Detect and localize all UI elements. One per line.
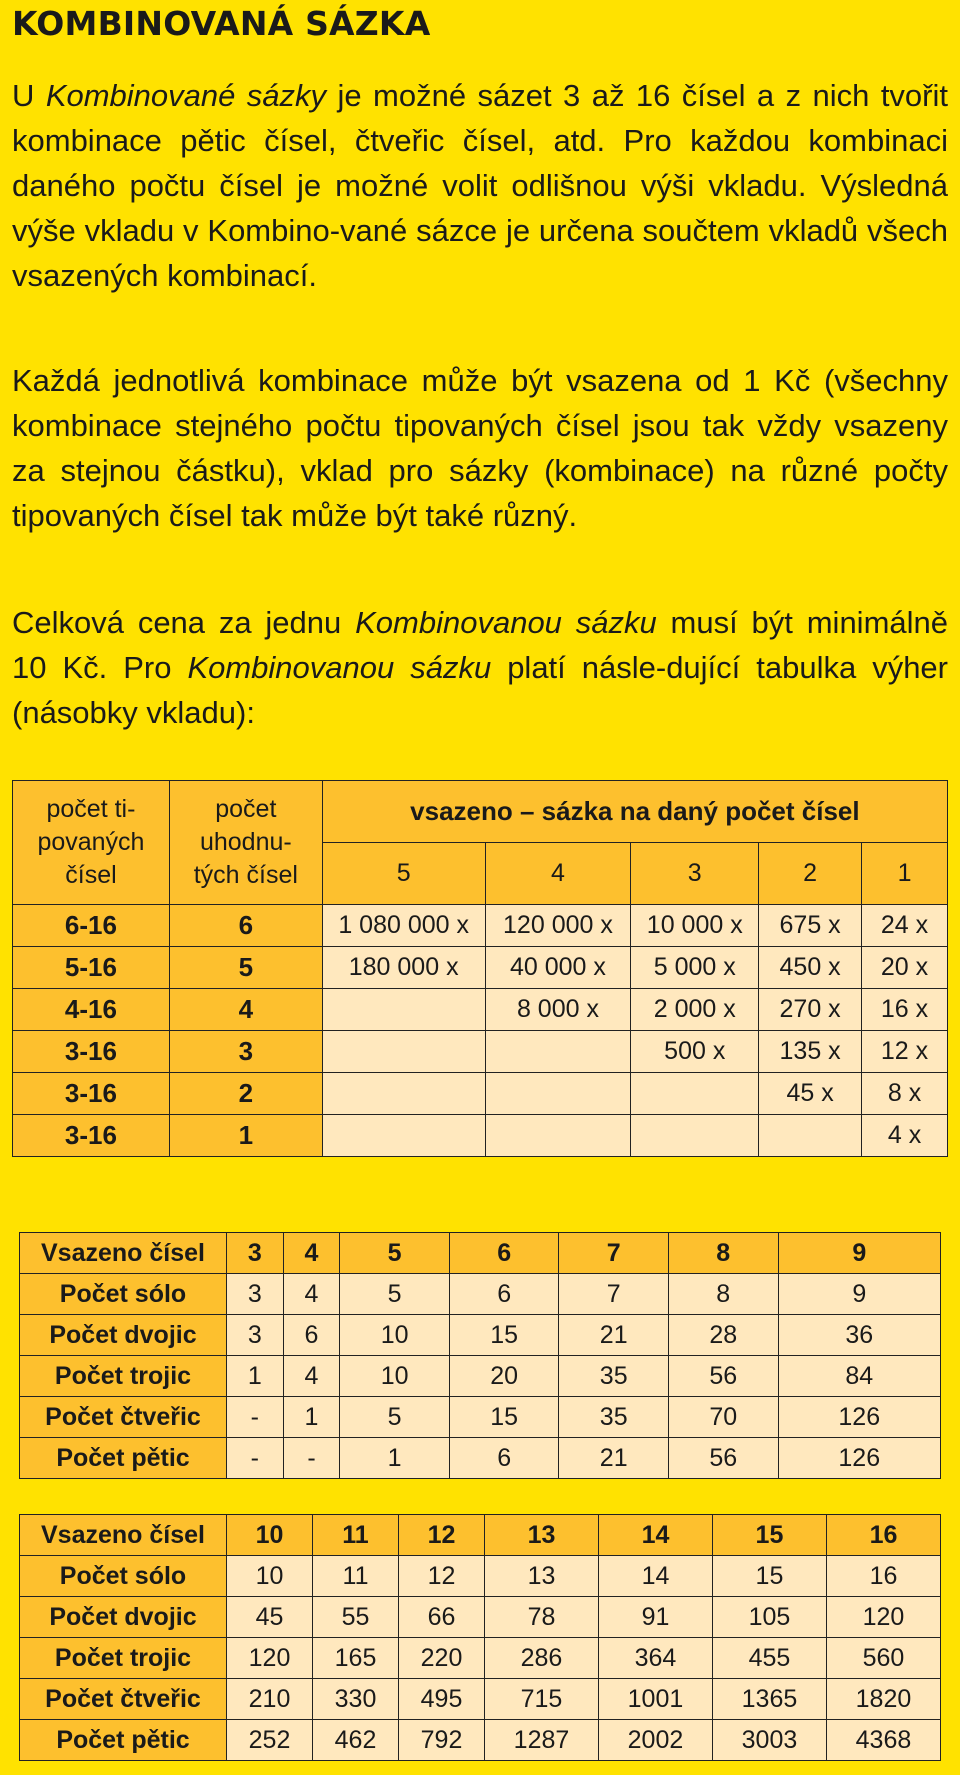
payout-row [13, 1073, 948, 1115]
payout-value-cell [322, 1115, 485, 1157]
combination-value-cell: 105 [712, 1597, 826, 1638]
payout-value-cell [485, 1115, 631, 1157]
tip-count-cell: 3-16 [13, 1031, 170, 1073]
payout-row [13, 947, 948, 989]
payout-value-cell: 12 x [862, 1031, 948, 1073]
hit-count-cell: 1 [169, 1115, 322, 1157]
price-paragraph [12, 600, 948, 735]
combination-value-cell: 252 [227, 1720, 313, 1761]
payout-value-cell: 675 x [759, 905, 862, 947]
hit-count-cell: 5 [169, 947, 322, 989]
combination-header-value: 6 [449, 1233, 559, 1274]
payout-value-cell: 20 x [862, 947, 948, 989]
combination-value-cell: 3003 [712, 1720, 826, 1761]
combination-value-cell: 15 [449, 1315, 559, 1356]
payout-row [13, 905, 948, 947]
combination-value-cell: - [283, 1438, 340, 1479]
combination-row-label: Počet čtveřic [20, 1397, 227, 1438]
p3-italic-term-1: Kombinovanou sázku [355, 605, 657, 640]
combination-value-cell: 78 [485, 1597, 599, 1638]
payout-row [13, 1031, 948, 1073]
combination-value-cell: 120 [227, 1638, 313, 1679]
combination-value-cell: 15 [449, 1397, 559, 1438]
combination-value-cell: 1001 [598, 1679, 712, 1720]
hit-count-cell: 6 [169, 905, 322, 947]
payout-value-cell: 45 x [759, 1073, 862, 1115]
combination-value-cell: 1365 [712, 1679, 826, 1720]
combination-row [20, 1356, 941, 1397]
combination-value-cell: 364 [598, 1638, 712, 1679]
payout-table [12, 780, 948, 1157]
header-bet-size: 4 [485, 843, 631, 905]
combination-row [20, 1315, 941, 1356]
combination-value-cell: 462 [313, 1720, 399, 1761]
combination-row-label: Počet čtveřic [20, 1679, 227, 1720]
combination-value-cell: 126 [778, 1397, 940, 1438]
payout-value-cell: 24 x [862, 905, 948, 947]
combination-value-cell: - [227, 1438, 284, 1479]
payout-value-cell: 135 x [759, 1031, 862, 1073]
combination-value-cell: 1287 [485, 1720, 599, 1761]
payout-value-cell: 8 000 x [485, 989, 631, 1031]
payout-value-cell [322, 1031, 485, 1073]
combination-value-cell: 1 [283, 1397, 340, 1438]
combination-value-cell: 4 [283, 1274, 340, 1315]
combination-header-value: 11 [313, 1515, 399, 1556]
combination-value-cell: 10 [340, 1315, 450, 1356]
combination-value-cell: 56 [668, 1438, 778, 1479]
hit-count-cell: 4 [169, 989, 322, 1031]
header-bet-size: 5 [322, 843, 485, 905]
header-bet-size: 2 [759, 843, 862, 905]
payout-value-cell [631, 1115, 759, 1157]
combination-value-cell: 5 [340, 1397, 450, 1438]
tip-count-cell: 4-16 [13, 989, 170, 1031]
combination-header-value: 16 [826, 1515, 940, 1556]
combination-row [20, 1556, 941, 1597]
combination-value-cell: 28 [668, 1315, 778, 1356]
combination-header-value: 7 [559, 1233, 669, 1274]
payout-row [13, 1115, 948, 1157]
combination-value-cell: 715 [485, 1679, 599, 1720]
combination-row [20, 1679, 941, 1720]
combination-row [20, 1274, 941, 1315]
header-bet: vsazeno – sázka na daný počet čísel [322, 781, 947, 843]
page-title: KOMBINOVANÁ SÁZKA [12, 4, 431, 43]
combination-header-value: 13 [485, 1515, 599, 1556]
combination-row-label: Počet sólo [20, 1274, 227, 1315]
combination-row [20, 1597, 941, 1638]
combination-value-cell: 14 [598, 1556, 712, 1597]
header-hit-count: počet uhodnu- tých čísel [169, 781, 322, 905]
combination-value-cell: 126 [778, 1438, 940, 1479]
p3-text-a: Celková cena za jednu [12, 605, 356, 640]
payout-value-cell: 270 x [759, 989, 862, 1031]
combination-value-cell: 560 [826, 1638, 940, 1679]
p1-text-a: U [12, 78, 46, 113]
combination-value-cell: 16 [826, 1556, 940, 1597]
stake-paragraph: Každá jednotlivá kombinace může být vsazena od 1 Kč (všechny kombinace stejného počtu tipovaných čísel jsou tak vždy vsazeny za stejnou částku), vklad pro sázky (kombinace) na různé počty tipovaných čísel tak může být také různý. [12, 363, 948, 533]
p3-italic-term-2: Kombinovanou sázku [187, 650, 492, 685]
tip-count-cell: 5-16 [13, 947, 170, 989]
payout-value-cell: 180 000 x [322, 947, 485, 989]
payout-value-cell [322, 1073, 485, 1115]
combination-row-label: Počet dvojic [20, 1315, 227, 1356]
payout-value-cell [485, 1073, 631, 1115]
tip-count-cell: 6-16 [13, 905, 170, 947]
combination-row-label: Počet pětic [20, 1720, 227, 1761]
combination-row-label: Počet trojic [20, 1638, 227, 1679]
combination-value-cell: 21 [559, 1438, 669, 1479]
header-bet-size: 3 [631, 843, 759, 905]
combination-table-3-9 [19, 1232, 941, 1479]
combination-value-cell: 9 [778, 1274, 940, 1315]
combination-value-cell: 495 [399, 1679, 485, 1720]
combination-row-label: Počet sólo [20, 1556, 227, 1597]
tip-count-cell: 3-16 [13, 1073, 170, 1115]
combination-value-cell: 4368 [826, 1720, 940, 1761]
combination-row [20, 1638, 941, 1679]
combination-value-cell: 20 [449, 1356, 559, 1397]
combination-value-cell: 330 [313, 1679, 399, 1720]
combination-row [20, 1720, 941, 1761]
combination-header-value: 9 [778, 1233, 940, 1274]
payout-value-cell: 16 x [862, 989, 948, 1031]
combination-value-cell: 45 [227, 1597, 313, 1638]
combination-header-value: 4 [283, 1233, 340, 1274]
combination-value-cell: 1 [227, 1356, 284, 1397]
payout-value-cell [485, 1031, 631, 1073]
combination-value-cell: 91 [598, 1597, 712, 1638]
combination-value-cell: 2002 [598, 1720, 712, 1761]
combination-value-cell: - [227, 1397, 284, 1438]
combination-value-cell: 3 [227, 1274, 284, 1315]
combination-header-value: 15 [712, 1515, 826, 1556]
combination-value-cell: 210 [227, 1679, 313, 1720]
payout-value-cell: 10 000 x [631, 905, 759, 947]
combination-value-cell: 35 [559, 1397, 669, 1438]
payout-value-cell: 40 000 x [485, 947, 631, 989]
combination-header-value: 14 [598, 1515, 712, 1556]
combination-value-cell: 35 [559, 1356, 669, 1397]
combination-value-cell: 11 [313, 1556, 399, 1597]
hit-count-cell: 3 [169, 1031, 322, 1073]
header-tip-count: počet ti- povaných čísel [13, 781, 170, 905]
combination-header-value: 8 [668, 1233, 778, 1274]
combination-value-cell: 286 [485, 1638, 599, 1679]
combination-value-cell: 4 [283, 1356, 340, 1397]
combination-value-cell: 6 [449, 1274, 559, 1315]
payout-value-cell: 2 000 x [631, 989, 759, 1031]
combination-row-label: Počet trojic [20, 1356, 227, 1397]
payout-value-cell: 500 x [631, 1031, 759, 1073]
payout-value-cell: 4 x [862, 1115, 948, 1157]
combination-value-cell: 6 [283, 1315, 340, 1356]
combination-value-cell: 120 [826, 1597, 940, 1638]
combination-header-value: 12 [399, 1515, 485, 1556]
p1-text-c: je možné sázet 3 až 16 čísel a z nich tvořit kombinace pětic čísel, čtveřic čísel, atd. Pro každou kombinaci daného počtu čísel je možné volit odlišnou výši vkladu. Výsledná výše vkladu v Kombino-vané sázce je určena součtem vkladů všech vsazených kombinací. [12, 78, 948, 293]
combination-table-10-16 [19, 1514, 941, 1761]
combination-row-label: Počet dvojic [20, 1597, 227, 1638]
combination-row [20, 1438, 941, 1479]
combination-header-value: 3 [227, 1233, 284, 1274]
payout-value-cell [631, 1073, 759, 1115]
p1-italic-term: Kombinované sázky [45, 78, 327, 113]
p3-text-c: musí být minimálně 10 Kč. Pro [12, 605, 949, 685]
tip-count-cell: 3-16 [13, 1115, 170, 1157]
combination-value-cell: 1 [340, 1438, 450, 1479]
combination-value-cell: 3 [227, 1315, 284, 1356]
combination-value-cell: 6 [449, 1438, 559, 1479]
combination-value-cell: 792 [399, 1720, 485, 1761]
p3-text-e: platí násle-dující tabulka výher (násobky vkladu): [12, 650, 948, 730]
combination-header-value: 5 [340, 1233, 450, 1274]
combination-header-value: 10 [227, 1515, 313, 1556]
combination-value-cell: 21 [559, 1315, 669, 1356]
payout-value-cell: 120 000 x [485, 905, 631, 947]
combination-value-cell: 1820 [826, 1679, 940, 1720]
intro-paragraph [12, 73, 948, 298]
combination-value-cell: 84 [778, 1356, 940, 1397]
payout-value-cell [322, 989, 485, 1031]
combination-value-cell: 66 [399, 1597, 485, 1638]
combination-header-label: Vsazeno čísel [20, 1233, 227, 1274]
combination-value-cell: 10 [227, 1556, 313, 1597]
payout-value-cell: 450 x [759, 947, 862, 989]
combination-header-row [20, 1515, 941, 1556]
combination-value-cell: 36 [778, 1315, 940, 1356]
combination-value-cell: 8 [668, 1274, 778, 1315]
combination-header-label: Vsazeno čísel [20, 1515, 227, 1556]
combination-row [20, 1397, 941, 1438]
combination-value-cell: 5 [340, 1274, 450, 1315]
combination-header-row [20, 1233, 941, 1274]
combination-value-cell: 56 [668, 1356, 778, 1397]
combination-value-cell: 10 [340, 1356, 450, 1397]
combination-value-cell: 12 [399, 1556, 485, 1597]
combination-value-cell: 455 [712, 1638, 826, 1679]
combination-value-cell: 70 [668, 1397, 778, 1438]
combination-value-cell: 55 [313, 1597, 399, 1638]
combination-value-cell: 7 [559, 1274, 669, 1315]
hit-count-cell: 2 [169, 1073, 322, 1115]
payout-row [13, 989, 948, 1031]
payout-value-cell [759, 1115, 862, 1157]
payout-value-cell: 1 080 000 x [322, 905, 485, 947]
combination-value-cell: 220 [399, 1638, 485, 1679]
combination-value-cell: 165 [313, 1638, 399, 1679]
combination-value-cell: 13 [485, 1556, 599, 1597]
payout-value-cell: 8 x [862, 1073, 948, 1115]
combination-row-label: Počet pětic [20, 1438, 227, 1479]
payout-value-cell: 5 000 x [631, 947, 759, 989]
header-bet-size: 1 [862, 843, 948, 905]
combination-value-cell: 15 [712, 1556, 826, 1597]
